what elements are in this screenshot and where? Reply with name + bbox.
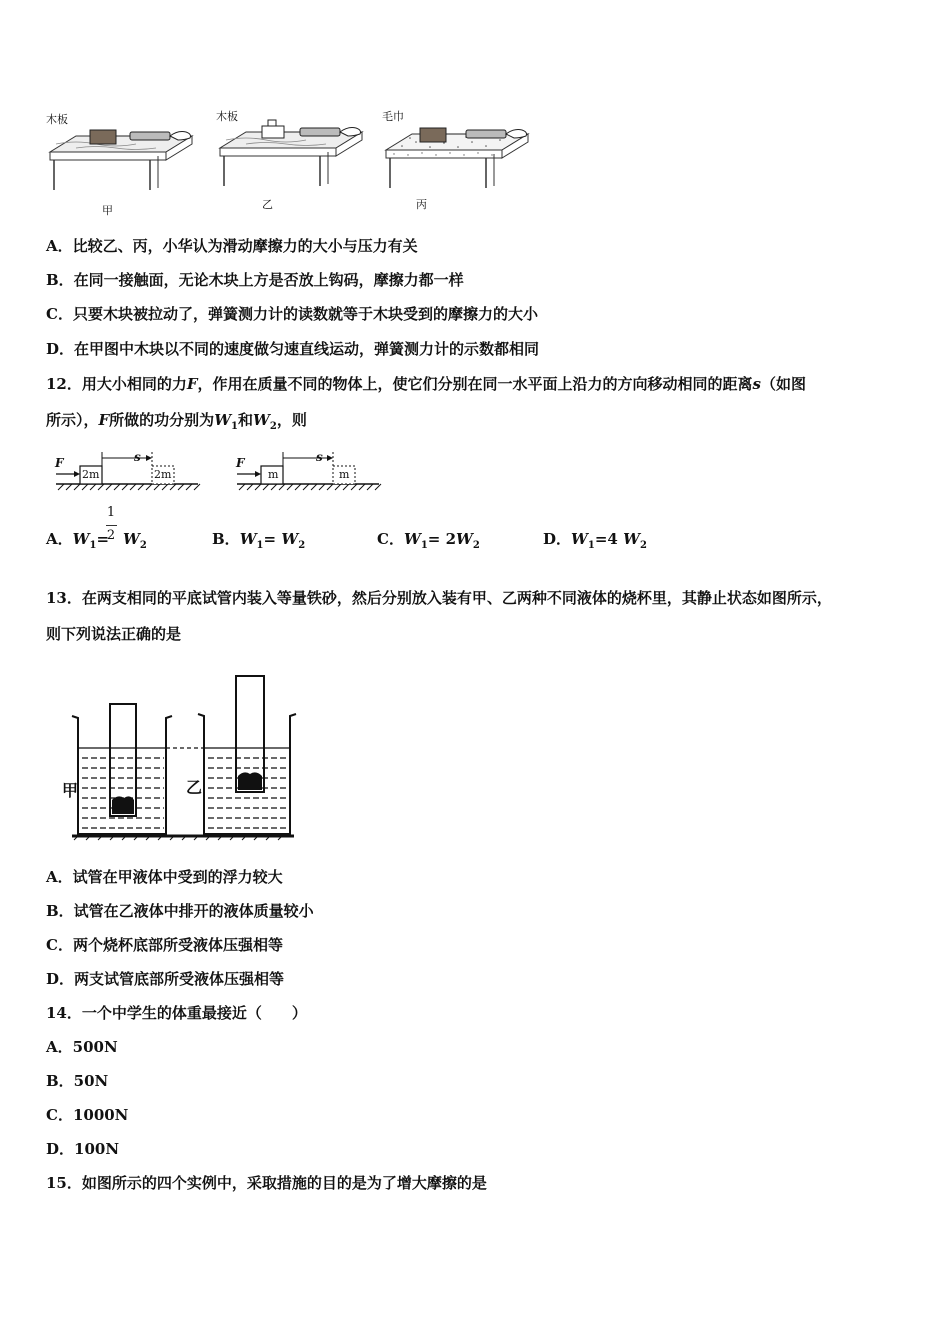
- q11-option-d: D．在甲图中木块以不同的速度做匀速直线运动，弹簧测力计的示数都相同: [46, 340, 540, 358]
- q12-stem-line-1: 12．用大小相同的力F，作用在质量不同的物体上，使它们分别在同一水平面上沿力的方向移动相同的距离s（如图: [46, 375, 807, 393]
- q12-fraction-bar: [106, 525, 117, 526]
- q12-right-diagram: [235, 450, 385, 492]
- panel-2-surface-label: 木板: [216, 110, 238, 123]
- q12-stem-line-2: 所示），F所做的功分别为$W_1$和$W_2$，则: [46, 411, 307, 432]
- q13-option-c: C．两个烧杯底部所受液体压强相等: [46, 936, 283, 954]
- q13-stem-line-1: 13．在两支相同的平底试管内装入等量铁砂，然后分别放入装有甲、乙两种不同液体的烧杯里，其静止状态如图所示，: [46, 589, 832, 607]
- q13-beakers-diagram: [62, 672, 302, 840]
- panel-3-caption: 丙: [416, 198, 427, 211]
- q12-right-distance-label: s: [316, 450, 323, 464]
- q12-right-force-label: F: [236, 456, 245, 470]
- q12-left-distance-label: s: [134, 450, 141, 464]
- q12-right-mass-start: m: [268, 468, 279, 481]
- q13-option-b: B．试管在乙液体中排开的液体质量较小: [46, 902, 314, 920]
- q12-left-force-label: F: [55, 456, 64, 470]
- q12-left-mass-end: 2m: [154, 468, 172, 481]
- q12-left-diagram: [54, 450, 204, 492]
- q14-option-c: C．1000N: [46, 1106, 129, 1124]
- q13-liquid-label-yi: 乙: [186, 778, 203, 797]
- panel-2-illustration: [216, 118, 366, 190]
- panel-3-illustration: [382, 120, 532, 192]
- q12-option-a: A．$W_1= W_2$: [46, 530, 147, 551]
- q12-left-mass-start: 2m: [82, 468, 100, 481]
- q13-option-d: D．两支试管底部所受液体压强相等: [46, 970, 285, 988]
- q13-option-a: A．试管在甲液体中受到的浮力较大: [46, 868, 283, 886]
- q14-option-a: A．500N: [46, 1038, 118, 1056]
- q12-option-d: D．$W_1=4$ $W_2$: [543, 530, 647, 551]
- panel-1-surface-label: 木板: [46, 113, 68, 126]
- q12-option-b: B．$W_1= W_2$: [212, 530, 306, 551]
- q14-stem: 14．一个中学生的体重最接近（ ）: [46, 1004, 307, 1022]
- q11-option-c: C．只要木块被拉动了，弹簧测力计的读数就等于木块受到的摩擦力的大小: [46, 305, 538, 323]
- q11-option-b: B．在同一接触面，无论木块上方是否放上钩码，摩擦力都一样: [46, 271, 464, 289]
- q13-stem-line-2: 则下列说法正确的是: [46, 625, 182, 643]
- q15-stem: 15．如图所示的四个实例中，采取措施的目的是为了增大摩擦的是: [46, 1174, 487, 1192]
- q12-option-c: C．$W_1= 2W_2$: [377, 530, 480, 551]
- q14-option-b: B．50N: [46, 1072, 109, 1090]
- q11-option-a: A．比较乙、丙，小华认为滑动摩擦力的大小与压力有关: [46, 237, 418, 255]
- panel-2-caption: 乙: [262, 198, 273, 211]
- q12-fraction-numerator: 1: [106, 505, 116, 520]
- panel-1-caption: 甲: [102, 204, 113, 217]
- q13-liquid-label-jia: 甲: [62, 781, 79, 800]
- q12-fraction-denominator: 2: [106, 528, 116, 543]
- q14-option-d: D．100N: [46, 1140, 120, 1158]
- panel-3-surface-label: 毛巾: [382, 110, 404, 123]
- panel-1-illustration: [46, 122, 196, 194]
- q12-right-mass-end: m: [339, 468, 350, 481]
